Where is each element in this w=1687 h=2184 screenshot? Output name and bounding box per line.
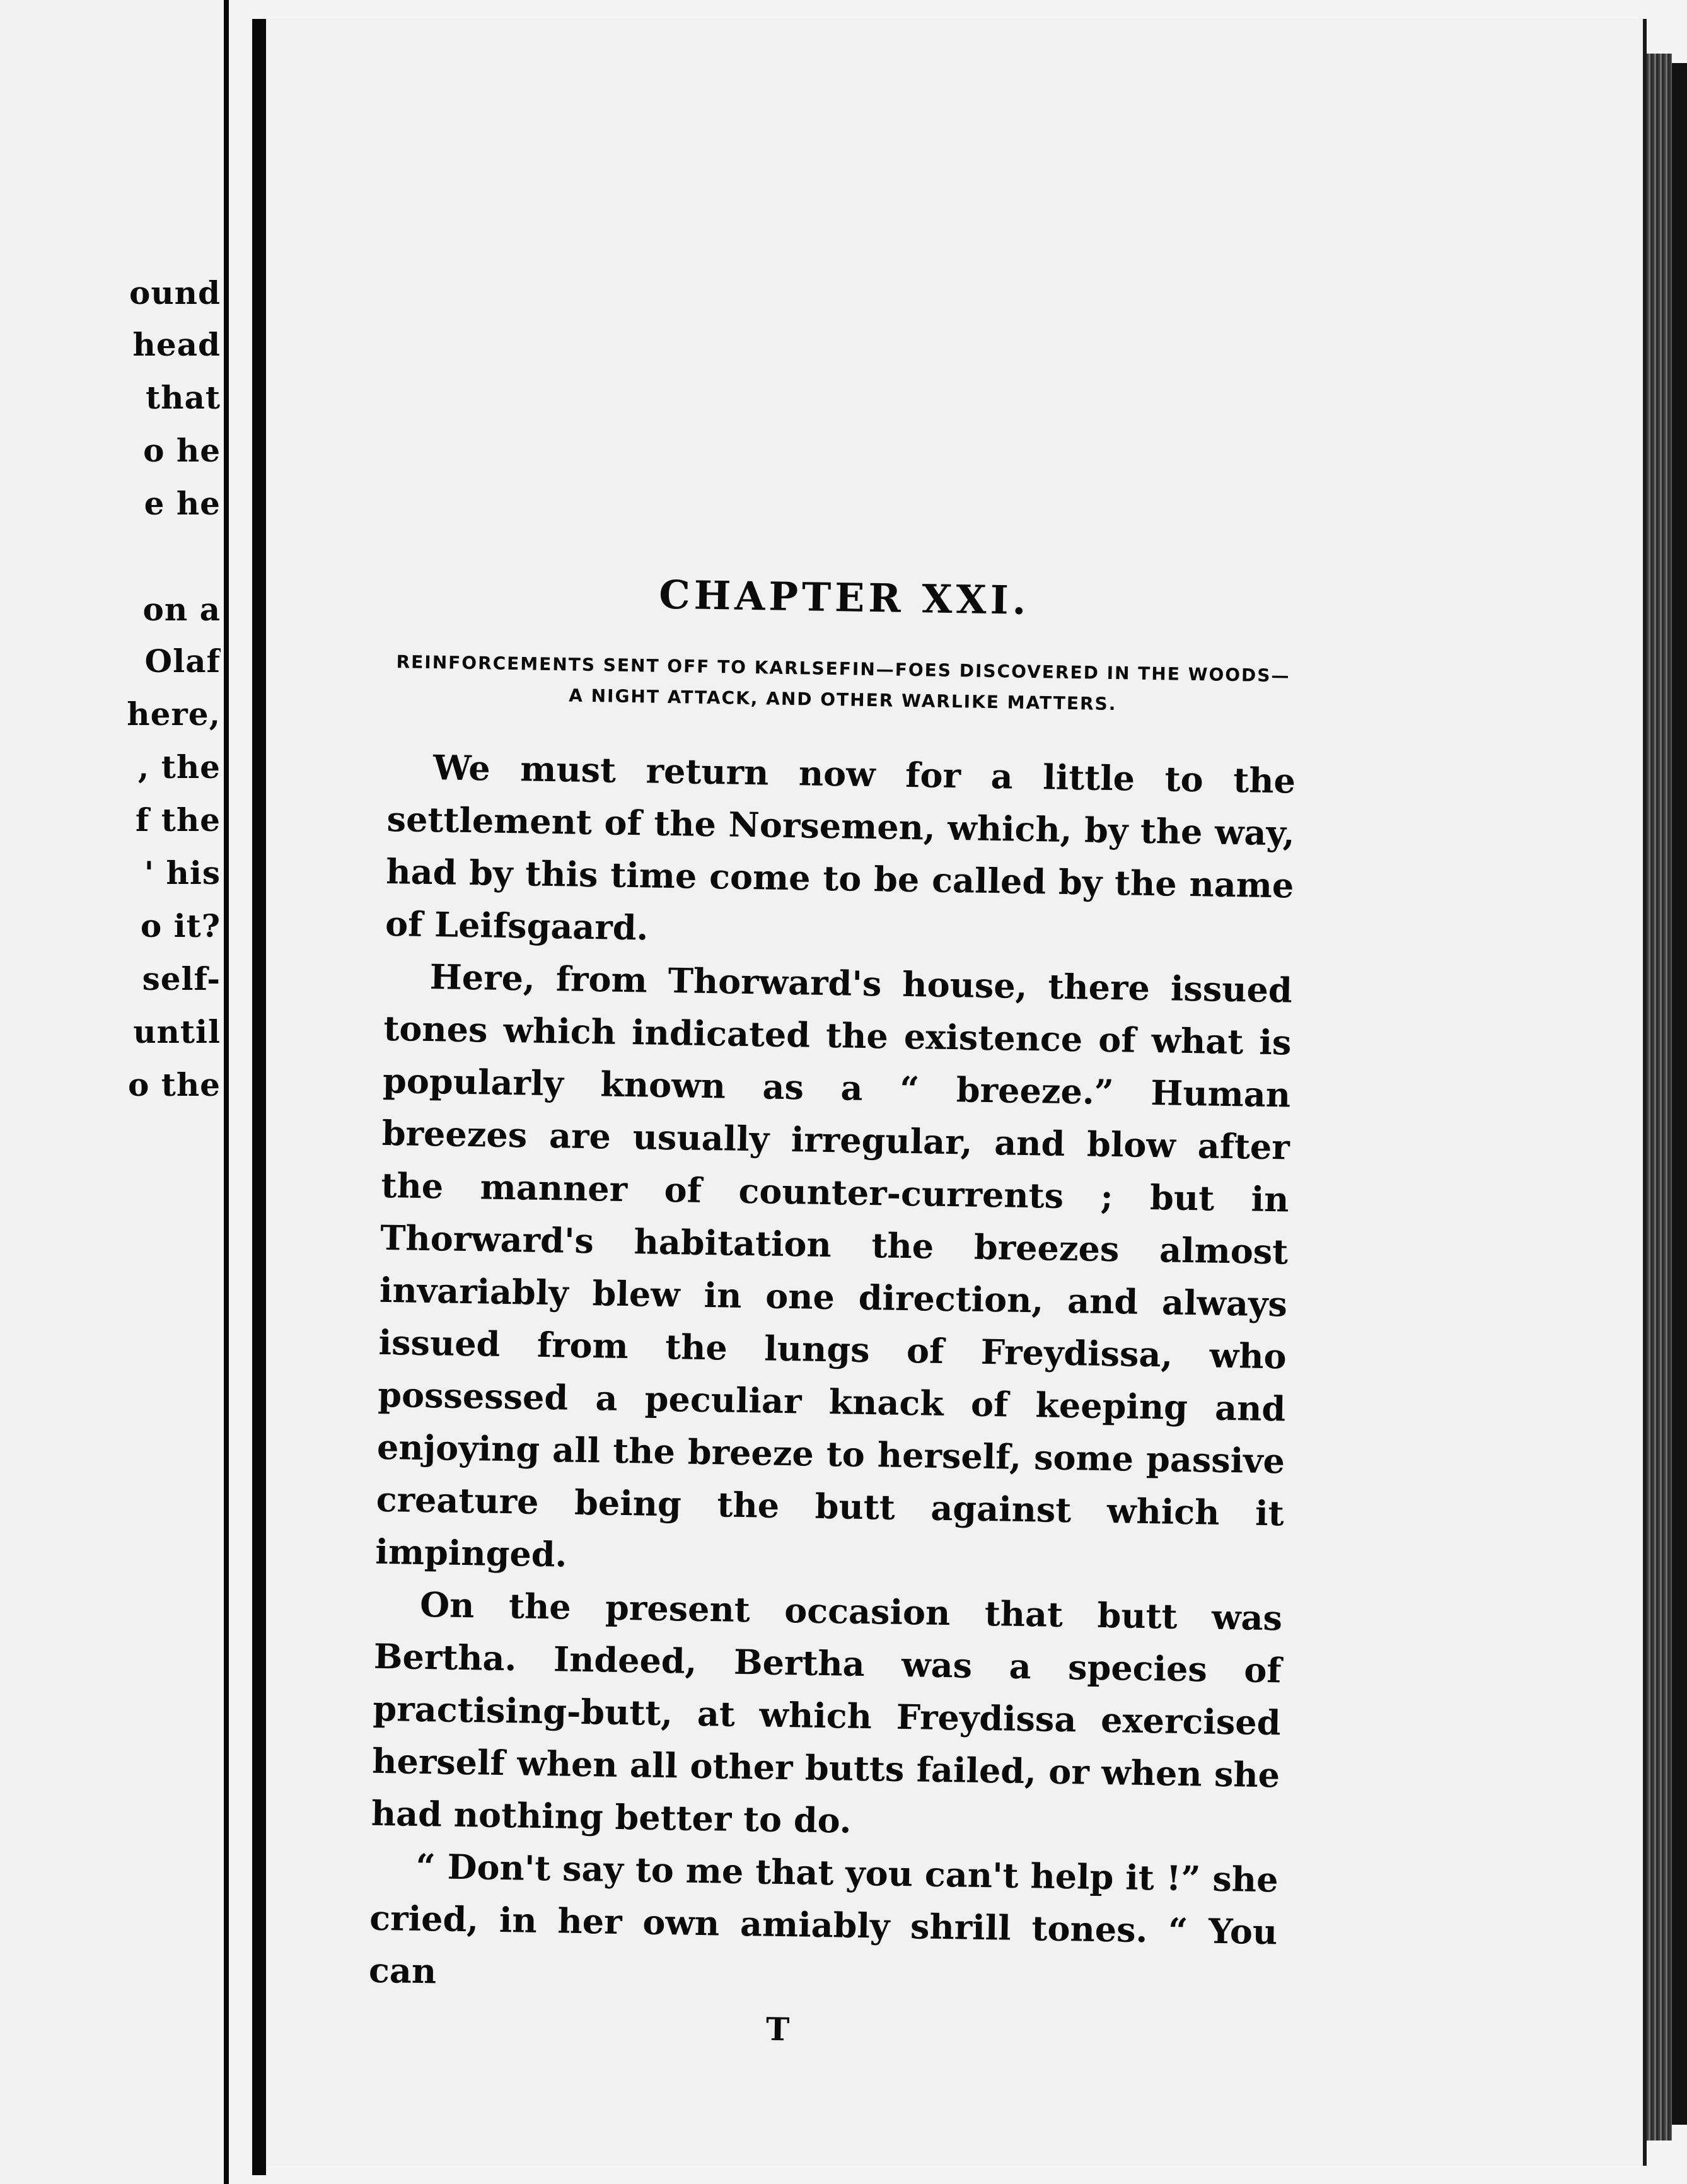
left-line-12: o it? <box>140 907 221 944</box>
left-line-14: until <box>133 1013 221 1050</box>
signature-mark: T <box>765 2010 790 2048</box>
paragraph-3: On the present occasion that butt was Bertha. Indeed, Bertha was a species of practising-butt, at which Freydissa exercised herself when all other butts failed, or when she had nothing better to do. <box>371 1584 1283 1841</box>
left-line-15: o the <box>127 1066 221 1103</box>
paragraph-1: We must return now for a little to the settlement of the Norsemen, which, by the way, had by this time come to be called by the name of Leifsgaard. <box>385 747 1296 948</box>
cover-edge <box>1672 63 1687 2125</box>
left-line-6: on a <box>142 591 221 628</box>
paragraph-2: Here, from Thorward's house, there issued tones which indicated the existence of what is popularly known as a “ breeze.” Human breezes are usually irregular, and blow after the manner of counter-currents ; but in Thorward's habitation the breezes almost invariably blew in one direction, and always issued from the lungs of Freydissa, who possessed a peculiar knack of keeping and enjoying all the breeze to herself, some passive creature being the butt against which it impinged. <box>374 956 1293 1575</box>
paragraph-4: “ Don't say to me that you can't help it !” she cried, in her own amiably shrill tones. “ You can <box>368 1845 1278 1992</box>
left-line-7: Olaf <box>144 642 221 680</box>
left-line-5: e he <box>144 485 221 522</box>
chapter-title: CHAPTER XXI. <box>658 571 1030 624</box>
left-line-4: o he <box>143 432 221 469</box>
left-page-fragment <box>0 0 221 2184</box>
page-stack-edge <box>1647 54 1672 2140</box>
chapter-summary: REINFORCEMENTS SENT OFF TO KARLSEFIN—FOES DISCOVERED IN THE WOODS—A NIGHT ATTACK, AND OTHER WARLIKE MATTERS. <box>396 651 1290 715</box>
left-line-10: f the <box>135 801 221 839</box>
left-line-1: ound <box>129 274 221 311</box>
left-line-13: self- <box>142 960 221 997</box>
left-line-8: here, <box>127 695 221 733</box>
left-line-3: that <box>146 379 221 416</box>
left-line-2: head <box>132 326 221 363</box>
left-line-9: , the <box>137 748 221 786</box>
book-spine-edge <box>252 19 266 2175</box>
chapter-text-block <box>368 567 1299 2055</box>
gutter-shadow <box>224 0 229 2184</box>
left-line-11: ' his <box>144 854 221 892</box>
